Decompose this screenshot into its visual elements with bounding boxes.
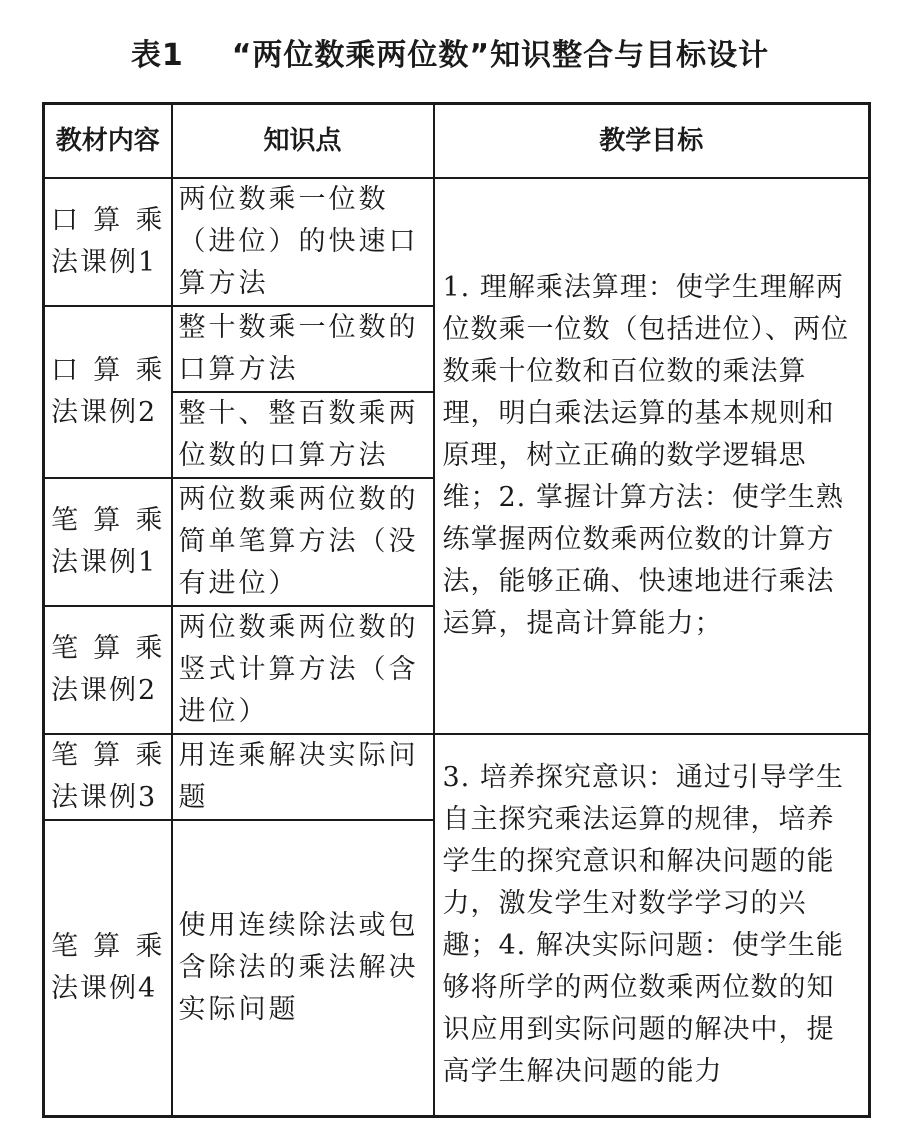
header-course: 教材内容 <box>44 104 172 178</box>
course-cell <box>44 606 172 734</box>
goal-text: 3. 培养探究意识：通过引导学生自主探究乘法运算的规律，培养学生的探究意识和解决问题的能力，激发学生对数学学习的兴趣；4. 解决实际问题：使学生能够将所学的两位数乘两位数的知识应用到实际问题的解决中，提高学生解决问题的能力 <box>442 761 844 1087</box>
header-goal: 教学目标 <box>434 104 870 178</box>
knowledge-cell <box>172 178 434 306</box>
knowledge-cell <box>172 820 434 1117</box>
course-text: 口算乘法课例1 <box>51 204 165 278</box>
knowledge-table-wrapper <box>42 102 868 1118</box>
table-number: 表1 <box>130 38 184 73</box>
knowledge-text: 用连乘解决实际问题 <box>178 739 419 813</box>
knowledge-text: 两位数乘两位数的竖式计算方法（含进位） <box>178 611 419 727</box>
knowledge-text: 整十、整百数乘两位数的口算方法 <box>178 397 419 471</box>
knowledge-text: 整十数乘一位数的口算方法 <box>178 311 419 385</box>
course-cell <box>44 178 172 306</box>
course-cell <box>44 734 172 820</box>
knowledge-text: 两位数乘一位数（进位）的快速口算方法 <box>178 183 419 299</box>
table-row <box>44 734 870 820</box>
goal-text: 1. 理解乘法算理：使学生理解两位数乘一位数（包括进位）、两位数乘十位数和百位数的乘法算理，明白乘法运算的基本规则和原理，树立正确的数学逻辑思维；2. 掌握计算方法：使学生熟练掌握两位数乘两位数的计算方法，能够正确、快速地进行乘法运算，提高计算能力； <box>442 271 849 639</box>
knowledge-text: 两位数乘两位数的简单笔算方法（没有进位） <box>178 483 419 599</box>
knowledge-goal-table <box>42 102 871 1118</box>
table-title: “两位数乘两位数”知识整合与目标设计 <box>231 38 770 73</box>
table-row <box>44 178 870 306</box>
course-text: 笔算乘法课例1 <box>51 504 165 578</box>
knowledge-cell <box>172 392 434 478</box>
goal-cell <box>434 178 870 734</box>
knowledge-text: 使用连续除法或包含除法的乘法解决实际问题 <box>178 909 419 1025</box>
table-caption <box>0 30 900 74</box>
knowledge-cell <box>172 478 434 606</box>
knowledge-cell <box>172 306 434 392</box>
header-row <box>44 104 870 178</box>
course-text: 笔算乘法课例4 <box>51 930 165 1004</box>
knowledge-cell <box>172 606 434 734</box>
header-knowledge: 知识点 <box>172 104 434 178</box>
course-cell <box>44 306 172 478</box>
knowledge-cell <box>172 734 434 820</box>
course-text: 口算乘法课例2 <box>51 354 165 428</box>
goal-cell <box>434 734 870 1117</box>
course-text: 笔算乘法课例3 <box>51 739 165 813</box>
course-cell <box>44 820 172 1117</box>
course-cell <box>44 478 172 606</box>
course-text: 笔算乘法课例2 <box>51 632 165 706</box>
